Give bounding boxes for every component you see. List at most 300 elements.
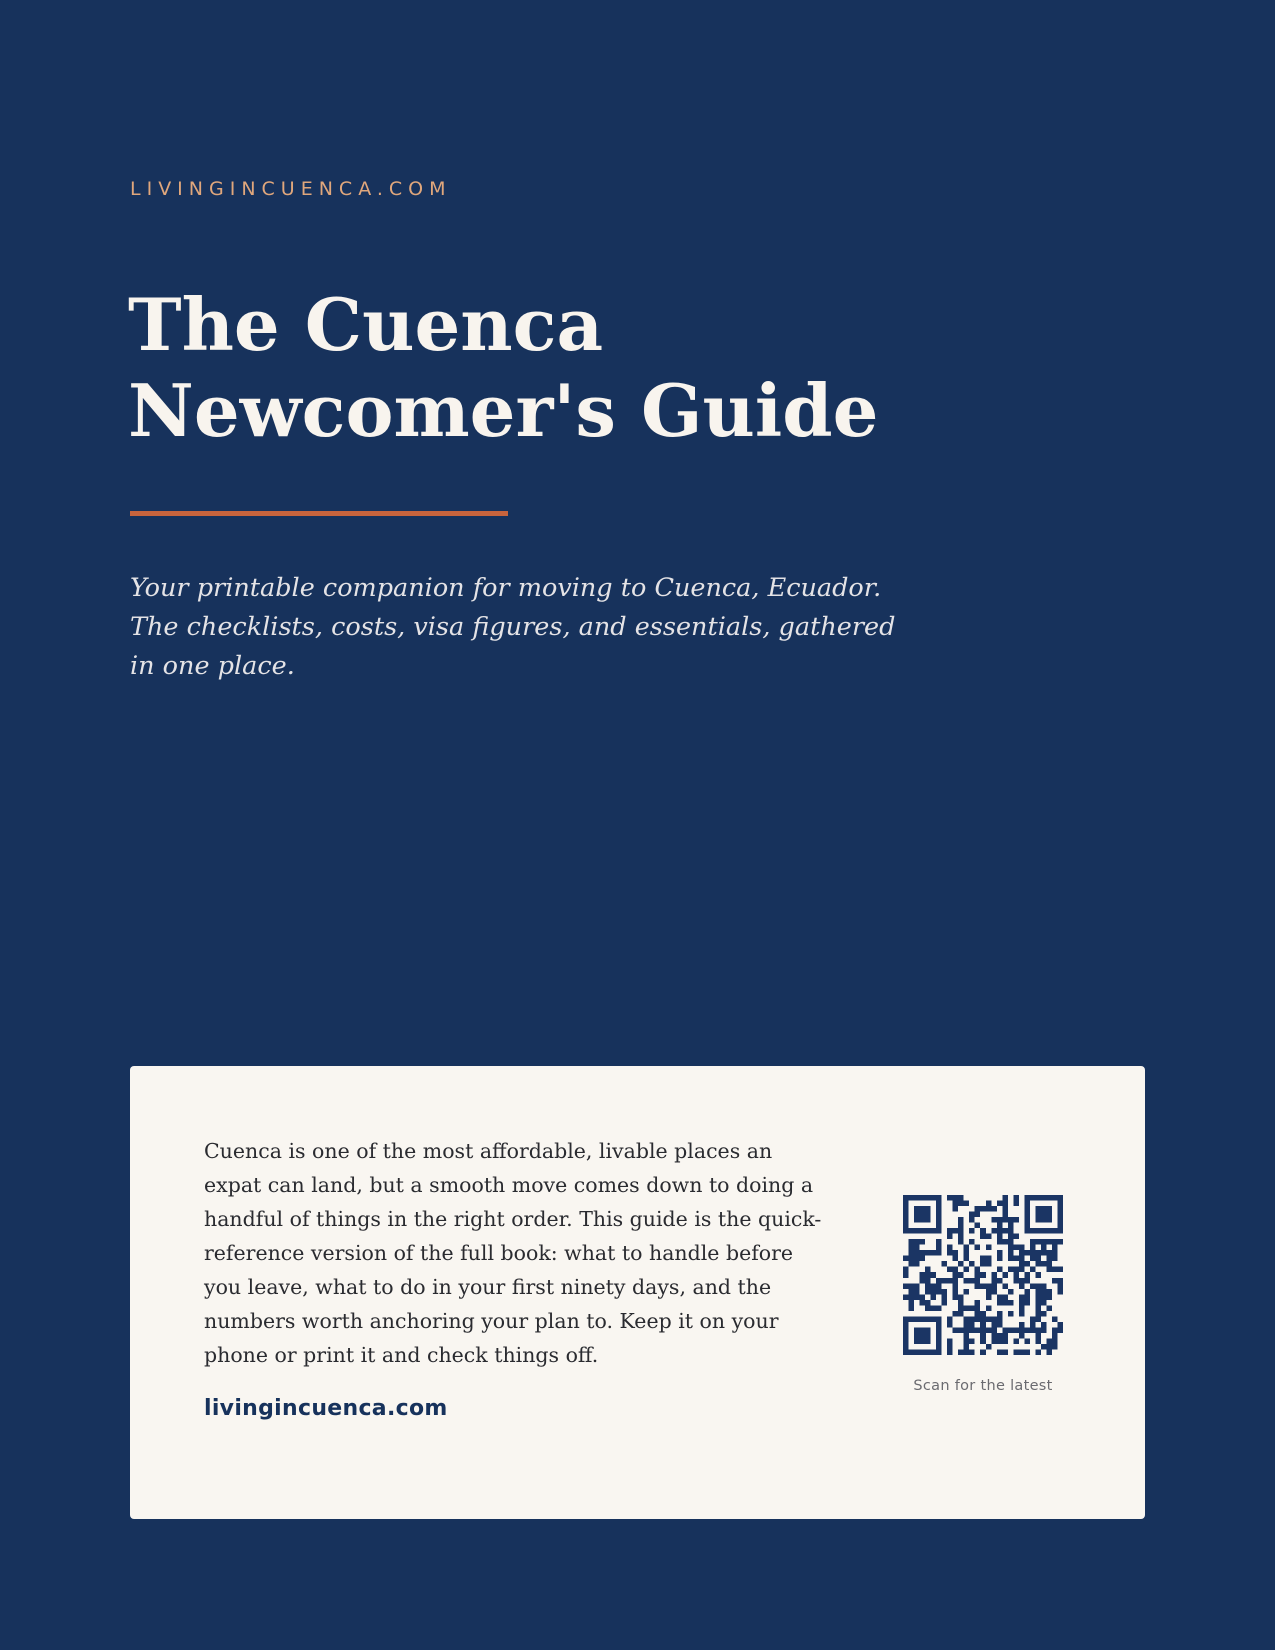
qr-module bbox=[1019, 1322, 1025, 1328]
qr-module bbox=[964, 1322, 970, 1328]
qr-module bbox=[947, 1316, 953, 1322]
qr-module bbox=[920, 1217, 926, 1223]
qr-module bbox=[920, 1349, 926, 1355]
qr-module bbox=[1019, 1300, 1025, 1306]
qr-module bbox=[997, 1278, 1003, 1284]
intro-card bbox=[130, 1066, 1145, 1519]
title-line-2: Newcomer's Guide bbox=[128, 368, 879, 453]
qr-module bbox=[931, 1228, 937, 1234]
qr-module bbox=[980, 1283, 986, 1289]
qr-module bbox=[1035, 1289, 1041, 1295]
qr-module bbox=[975, 1223, 981, 1229]
qr-module bbox=[1013, 1338, 1019, 1344]
qr-module bbox=[920, 1195, 926, 1201]
qr-module bbox=[931, 1316, 937, 1322]
intro-text: Cuenca is one of the most affordable, livable places an expat can land, but a smooth move comes down to doing a handful of things in the right order. This guide is the quick-reference version of the full book: what to handle before you leave, what to do in your first ninety days, and the numbers worth anchoring your plan to. Keep it on your phone or print it and check things off. bbox=[204, 1139, 822, 1367]
qr-module bbox=[953, 1256, 959, 1262]
subtitle: Your printable companion for moving to Cuenca, Ecuador. The checklists, costs, visa figures, and essentials, gathered in one place. bbox=[130, 573, 896, 681]
qr-module bbox=[1035, 1256, 1041, 1262]
accent-divider bbox=[130, 511, 508, 516]
qr-module bbox=[1035, 1239, 1041, 1245]
qr-module bbox=[936, 1344, 942, 1350]
qr-module bbox=[1019, 1283, 1025, 1289]
qr-module bbox=[925, 1228, 931, 1234]
qr-module bbox=[1041, 1311, 1047, 1317]
qr-module bbox=[980, 1256, 986, 1262]
qr-module bbox=[997, 1267, 1003, 1273]
qr-module bbox=[920, 1228, 926, 1234]
qr-module bbox=[1035, 1195, 1041, 1201]
qr-module bbox=[1008, 1327, 1014, 1333]
qr-module bbox=[920, 1250, 926, 1256]
qr-code-icon[interactable] bbox=[903, 1195, 1063, 1355]
qr-module bbox=[1008, 1217, 1014, 1223]
qr-module bbox=[920, 1300, 926, 1306]
qr-module bbox=[1002, 1195, 1008, 1201]
qr-module bbox=[991, 1289, 997, 1295]
qr-module bbox=[914, 1349, 920, 1355]
qr-module bbox=[1035, 1300, 1041, 1306]
qr-module bbox=[997, 1300, 1003, 1306]
qr-module bbox=[914, 1250, 920, 1256]
qr-module bbox=[925, 1349, 931, 1355]
qr-module bbox=[964, 1250, 970, 1256]
qr-module bbox=[991, 1283, 997, 1289]
qr-module bbox=[903, 1272, 909, 1278]
qr-module bbox=[964, 1338, 970, 1344]
qr-module bbox=[953, 1228, 959, 1234]
qr-module bbox=[903, 1267, 909, 1273]
qr-module bbox=[914, 1195, 920, 1201]
qr-module bbox=[975, 1300, 981, 1306]
qr-module bbox=[1035, 1333, 1041, 1339]
qr-module bbox=[1002, 1300, 1008, 1306]
qr-module bbox=[980, 1228, 986, 1234]
qr-module bbox=[964, 1245, 970, 1251]
qr-module bbox=[909, 1316, 915, 1322]
qr-module bbox=[1046, 1217, 1052, 1223]
qr-module bbox=[1008, 1300, 1014, 1306]
qr-module bbox=[964, 1327, 970, 1333]
qr-module bbox=[1030, 1267, 1036, 1273]
qr-module bbox=[1041, 1212, 1047, 1218]
qr-module bbox=[953, 1294, 959, 1300]
qr-module bbox=[1024, 1217, 1030, 1223]
qr-module bbox=[964, 1344, 970, 1350]
qr-module bbox=[1024, 1261, 1030, 1267]
qr-module bbox=[1002, 1206, 1008, 1212]
qr-module bbox=[936, 1223, 942, 1229]
qr-module bbox=[1024, 1201, 1030, 1207]
qr-module bbox=[914, 1327, 920, 1333]
qr-module bbox=[997, 1311, 1003, 1317]
qr-module bbox=[947, 1349, 953, 1355]
qr-module bbox=[975, 1206, 981, 1212]
qr-module bbox=[1046, 1267, 1052, 1273]
qr-module bbox=[903, 1283, 909, 1289]
qr-module bbox=[958, 1300, 964, 1306]
qr-module bbox=[920, 1212, 926, 1218]
qr-module bbox=[969, 1349, 975, 1355]
qr-module bbox=[920, 1333, 926, 1339]
qr-module bbox=[914, 1283, 920, 1289]
qr-module bbox=[903, 1338, 909, 1344]
qr-module bbox=[969, 1322, 975, 1328]
qr-module bbox=[997, 1223, 1003, 1229]
qr-module bbox=[969, 1212, 975, 1218]
qr-module bbox=[1024, 1212, 1030, 1218]
qr-module bbox=[914, 1316, 920, 1322]
qr-module bbox=[909, 1239, 915, 1245]
qr-module bbox=[997, 1250, 1003, 1256]
title-line-1: The Cuenca bbox=[128, 282, 604, 367]
qr-module bbox=[947, 1267, 953, 1273]
qr-module bbox=[925, 1267, 931, 1273]
qr-module bbox=[958, 1327, 964, 1333]
qr-module bbox=[986, 1316, 992, 1322]
qr-module bbox=[1019, 1245, 1025, 1251]
qr-module bbox=[909, 1305, 915, 1311]
qr-module bbox=[986, 1261, 992, 1267]
qr-module bbox=[1046, 1305, 1052, 1311]
qr-module bbox=[1035, 1294, 1041, 1300]
qr-module bbox=[958, 1272, 964, 1278]
qr-module bbox=[1019, 1250, 1025, 1256]
qr-module bbox=[903, 1349, 909, 1355]
qr-module bbox=[909, 1349, 915, 1355]
qr-module bbox=[953, 1272, 959, 1278]
qr-module bbox=[953, 1327, 959, 1333]
qr-module bbox=[1052, 1239, 1058, 1245]
qr-module bbox=[1024, 1327, 1030, 1333]
qr-module bbox=[991, 1327, 997, 1333]
qr-module bbox=[980, 1206, 986, 1212]
qr-module bbox=[1019, 1333, 1025, 1339]
qr-module bbox=[980, 1311, 986, 1317]
qr-module bbox=[975, 1283, 981, 1289]
qr-module bbox=[1057, 1267, 1063, 1273]
qr-module bbox=[969, 1338, 975, 1344]
qr-module bbox=[1057, 1239, 1063, 1245]
qr-module bbox=[936, 1327, 942, 1333]
qr-module bbox=[1041, 1195, 1047, 1201]
qr-module bbox=[925, 1316, 931, 1322]
qr-module bbox=[1024, 1195, 1030, 1201]
qr-module bbox=[1002, 1283, 1008, 1289]
qr-module bbox=[1013, 1272, 1019, 1278]
qr-module bbox=[942, 1300, 948, 1306]
qr-module bbox=[1057, 1283, 1063, 1289]
qr-module bbox=[997, 1228, 1003, 1234]
qr-module bbox=[980, 1338, 986, 1344]
qr-module bbox=[936, 1201, 942, 1207]
qr-module bbox=[997, 1338, 1003, 1344]
qr-module bbox=[975, 1305, 981, 1311]
qr-module bbox=[1041, 1289, 1047, 1295]
qr-module bbox=[1052, 1338, 1058, 1344]
qr-module bbox=[947, 1338, 953, 1344]
qr-module bbox=[925, 1333, 931, 1339]
qr-module bbox=[1041, 1250, 1047, 1256]
qr-module bbox=[1019, 1305, 1025, 1311]
qr-module bbox=[925, 1338, 931, 1344]
qr-module bbox=[986, 1294, 992, 1300]
qr-module bbox=[964, 1267, 970, 1273]
qr-module bbox=[914, 1217, 920, 1223]
qr-module bbox=[936, 1228, 942, 1234]
qr-module bbox=[903, 1294, 909, 1300]
qr-module bbox=[931, 1289, 937, 1295]
qr-module bbox=[1041, 1283, 1047, 1289]
qr-module bbox=[914, 1338, 920, 1344]
qr-module bbox=[925, 1212, 931, 1218]
qr-module bbox=[997, 1316, 1003, 1322]
qr-module bbox=[903, 1316, 909, 1322]
qr-module bbox=[1035, 1261, 1041, 1267]
qr-module bbox=[1052, 1327, 1058, 1333]
qr-module bbox=[975, 1267, 981, 1273]
qr-module bbox=[953, 1201, 959, 1207]
qr-module bbox=[1024, 1250, 1030, 1256]
qr-module bbox=[958, 1349, 964, 1355]
qr-module bbox=[1057, 1289, 1063, 1295]
qr-module bbox=[980, 1322, 986, 1328]
qr-module bbox=[1013, 1256, 1019, 1262]
qr-module bbox=[986, 1289, 992, 1295]
qr-module bbox=[1019, 1327, 1025, 1333]
qr-module bbox=[1019, 1311, 1025, 1317]
qr-module bbox=[1035, 1311, 1041, 1317]
qr-module bbox=[1002, 1349, 1008, 1355]
qr-module bbox=[925, 1300, 931, 1306]
qr-module bbox=[958, 1201, 964, 1207]
qr-module bbox=[914, 1228, 920, 1234]
qr-module bbox=[1013, 1234, 1019, 1240]
qr-module bbox=[986, 1327, 992, 1333]
qr-module bbox=[991, 1206, 997, 1212]
qr-module bbox=[975, 1327, 981, 1333]
qr-module bbox=[936, 1305, 942, 1311]
qr-module bbox=[1024, 1228, 1030, 1234]
qr-module bbox=[986, 1234, 992, 1240]
qr-module bbox=[969, 1228, 975, 1234]
qr-module bbox=[936, 1195, 942, 1201]
qr-module bbox=[947, 1228, 953, 1234]
qr-module bbox=[920, 1338, 926, 1344]
qr-module bbox=[1013, 1267, 1019, 1273]
qr-module bbox=[997, 1322, 1003, 1328]
qr-module bbox=[1052, 1228, 1058, 1234]
qr-module bbox=[1008, 1250, 1014, 1256]
qr-module bbox=[931, 1349, 937, 1355]
qr-module bbox=[909, 1195, 915, 1201]
qr-module bbox=[1002, 1212, 1008, 1218]
qr-module bbox=[1041, 1322, 1047, 1328]
qr-module bbox=[920, 1256, 926, 1262]
site-label: LIVINGINCUENCA.COM bbox=[130, 178, 452, 200]
qr-module bbox=[969, 1239, 975, 1245]
qr-module bbox=[1019, 1278, 1025, 1284]
qr-module bbox=[942, 1289, 948, 1295]
qr-module bbox=[964, 1349, 970, 1355]
qr-module bbox=[925, 1217, 931, 1223]
qr-module bbox=[1041, 1217, 1047, 1223]
qr-module bbox=[1024, 1349, 1030, 1355]
qr-module bbox=[1008, 1228, 1014, 1234]
qr-module bbox=[931, 1283, 937, 1289]
qr-module bbox=[1019, 1267, 1025, 1273]
qr-module bbox=[969, 1278, 975, 1284]
website-link[interactable]: livingincuenca.com bbox=[204, 1396, 448, 1421]
qr-module bbox=[909, 1294, 915, 1300]
qr-module bbox=[903, 1206, 909, 1212]
qr-module bbox=[1035, 1212, 1041, 1218]
qr-module bbox=[1002, 1239, 1008, 1245]
qr-module bbox=[953, 1267, 959, 1273]
qr-module bbox=[964, 1256, 970, 1262]
qr-module bbox=[909, 1261, 915, 1267]
qr-module bbox=[936, 1239, 942, 1245]
qr-module bbox=[1024, 1206, 1030, 1212]
qr-module bbox=[997, 1256, 1003, 1262]
qr-module bbox=[958, 1228, 964, 1234]
qr-module bbox=[1008, 1267, 1014, 1273]
qr-module bbox=[969, 1261, 975, 1267]
qr-module bbox=[1052, 1245, 1058, 1251]
qr-module bbox=[1030, 1195, 1036, 1201]
qr-module bbox=[964, 1333, 970, 1339]
qr-module bbox=[953, 1311, 959, 1317]
qr-module bbox=[991, 1278, 997, 1284]
qr-module bbox=[925, 1206, 931, 1212]
qr-module bbox=[936, 1245, 942, 1251]
qr-module bbox=[936, 1278, 942, 1284]
qr-module bbox=[1013, 1201, 1019, 1207]
qr-module bbox=[1035, 1272, 1041, 1278]
qr-module bbox=[1024, 1223, 1030, 1229]
qr-module bbox=[914, 1261, 920, 1267]
qr-module bbox=[986, 1283, 992, 1289]
qr-module bbox=[1057, 1278, 1063, 1284]
qr-module bbox=[958, 1305, 964, 1311]
qr-module bbox=[980, 1316, 986, 1322]
qr-module bbox=[997, 1234, 1003, 1240]
qr-module bbox=[936, 1217, 942, 1223]
qr-module bbox=[1041, 1344, 1047, 1350]
qr-module bbox=[1057, 1327, 1063, 1333]
qr-module bbox=[936, 1212, 942, 1218]
qr-module bbox=[1046, 1256, 1052, 1262]
qr-module bbox=[909, 1228, 915, 1234]
qr-module bbox=[1030, 1316, 1036, 1322]
qr-module bbox=[925, 1250, 931, 1256]
qr-module bbox=[920, 1239, 926, 1245]
qr-module bbox=[1008, 1289, 1014, 1295]
qr-module bbox=[1030, 1239, 1036, 1245]
qr-module bbox=[1052, 1195, 1058, 1201]
qr-module bbox=[975, 1311, 981, 1317]
qr-module bbox=[1035, 1305, 1041, 1311]
qr-module bbox=[969, 1316, 975, 1322]
qr-module bbox=[969, 1305, 975, 1311]
qr-module bbox=[997, 1349, 1003, 1355]
qr-module bbox=[931, 1250, 937, 1256]
qr-module bbox=[1046, 1338, 1052, 1344]
qr-module bbox=[1013, 1327, 1019, 1333]
qr-module bbox=[1057, 1223, 1063, 1229]
qr-module bbox=[914, 1245, 920, 1251]
qr-module bbox=[1046, 1349, 1052, 1355]
qr-module bbox=[920, 1272, 926, 1278]
qr-module bbox=[1057, 1228, 1063, 1234]
qr-module bbox=[1002, 1333, 1008, 1339]
qr-module bbox=[1035, 1283, 1041, 1289]
qr-module bbox=[1030, 1283, 1036, 1289]
qr-module bbox=[1041, 1300, 1047, 1306]
qr-module bbox=[947, 1344, 953, 1350]
qr-module bbox=[975, 1245, 981, 1251]
qr-module bbox=[953, 1250, 959, 1256]
qr-module bbox=[991, 1228, 997, 1234]
qr-module bbox=[947, 1322, 953, 1328]
qr-module bbox=[1024, 1294, 1030, 1300]
qr-module bbox=[958, 1234, 964, 1240]
qr-module bbox=[1052, 1316, 1058, 1322]
qr-module bbox=[975, 1316, 981, 1322]
qr-module bbox=[980, 1234, 986, 1240]
qr-module bbox=[1041, 1206, 1047, 1212]
qr-module bbox=[997, 1333, 1003, 1339]
qr-module bbox=[991, 1272, 997, 1278]
qr-module bbox=[1013, 1278, 1019, 1284]
qr-module bbox=[991, 1322, 997, 1328]
qr-module bbox=[1046, 1228, 1052, 1234]
qr-module bbox=[1046, 1344, 1052, 1350]
qr-module bbox=[909, 1250, 915, 1256]
qr-module bbox=[1019, 1256, 1025, 1262]
qr-module bbox=[931, 1294, 937, 1300]
qr-module bbox=[914, 1212, 920, 1218]
qr-module bbox=[1019, 1294, 1025, 1300]
qr-module bbox=[1030, 1245, 1036, 1251]
qr-module bbox=[980, 1327, 986, 1333]
qr-module bbox=[1008, 1245, 1014, 1251]
qr-module bbox=[1024, 1278, 1030, 1284]
qr-module bbox=[920, 1294, 926, 1300]
qr-module bbox=[958, 1195, 964, 1201]
qr-module bbox=[1002, 1272, 1008, 1278]
qr-module bbox=[1046, 1195, 1052, 1201]
qr-module bbox=[953, 1289, 959, 1295]
qr-module bbox=[947, 1245, 953, 1251]
qr-module bbox=[986, 1344, 992, 1350]
qr-module bbox=[1035, 1338, 1041, 1344]
qr-module bbox=[1008, 1223, 1014, 1229]
qr-module bbox=[1052, 1250, 1058, 1256]
qr-module bbox=[936, 1333, 942, 1339]
qr-module bbox=[1057, 1322, 1063, 1328]
qr-module bbox=[1057, 1201, 1063, 1207]
qr-module bbox=[936, 1283, 942, 1289]
qr-module bbox=[1052, 1333, 1058, 1339]
qr-module bbox=[1046, 1212, 1052, 1218]
qr-module bbox=[903, 1228, 909, 1234]
qr-module bbox=[914, 1289, 920, 1295]
qr-module bbox=[903, 1327, 909, 1333]
qr-module bbox=[925, 1283, 931, 1289]
qr-module bbox=[1035, 1217, 1041, 1223]
qr-module bbox=[986, 1256, 992, 1262]
